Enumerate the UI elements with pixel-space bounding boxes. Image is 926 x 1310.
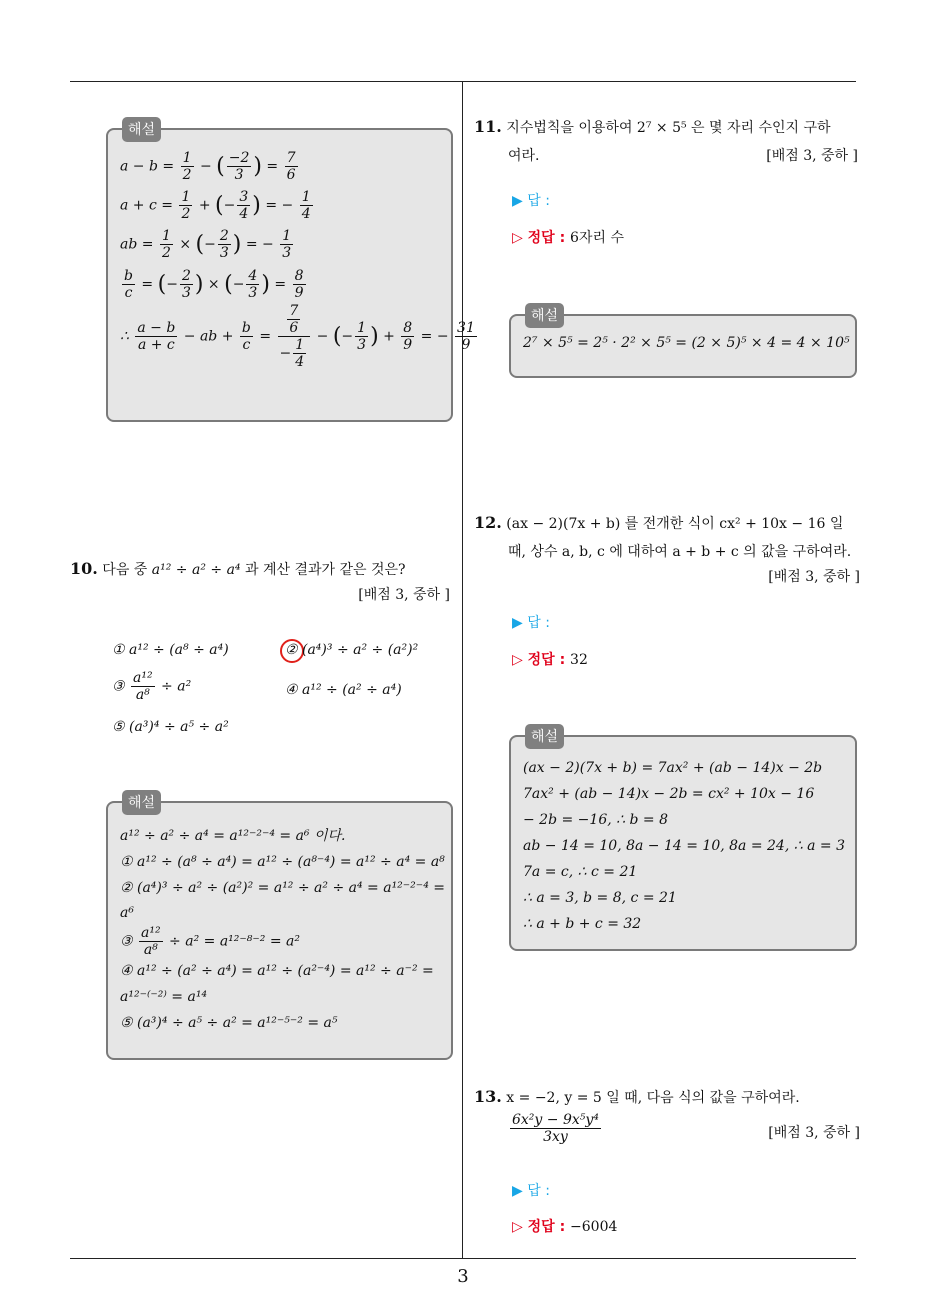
q12-question [474, 509, 860, 586]
q13-answer-label: ▶ 답 : [512, 1183, 550, 1199]
q12-sol-line-6: ∴ a = 3, b = 8, c = 21 [523, 890, 677, 906]
q10-sol-line-1: a¹² ÷ a² ÷ a⁴ = a¹²⁻²⁻⁴ = a⁶ 이다. [120, 828, 346, 844]
q12-sol-line-1: (ax − 2)(7x + b) = 7ax² + (ab − 14)x − 2b [523, 760, 823, 776]
q10-number: 10. [70, 559, 98, 578]
compound-fraction: $\frac{7}{6}$ − $\frac{1}{4}$ [278, 303, 311, 370]
q10-sol-line-3: ② (a⁴)³ ÷ a² ÷ (a²)² = a¹² ÷ a² ÷ a⁴ = a¹²⁻²⁻⁴ = [120, 880, 445, 896]
header-rule [70, 81, 856, 82]
q11-answer-label: ▶ 답 : [512, 193, 550, 209]
q12-sol-line-2: 7ax² + (ab − 14)x − 2b = cx² + 10x − 16 [523, 786, 815, 802]
q9-solution-box [106, 122, 475, 422]
q10-score: [배점 3, 중하 ] [358, 587, 450, 603]
q12-number: 12. [474, 513, 502, 532]
q10-sol-line-5: ③ $\frac{\text{a¹²}}{\text{a⁸}}$ ÷ a² = a¹²⁻⁸⁻² = a² [120, 925, 300, 959]
q10-text-pre: 다음 중 [102, 562, 148, 578]
q10-sol-line-4: a⁶ [120, 905, 134, 921]
q9-sol-line-4: $\frac{b}{c}$ = (− $\frac{2}{3}$ ) × (− $\frac{4}{3}$ ) = $\frac{8}{9}$ [124, 267, 304, 301]
q12-correct-answer: ▷ 정답 : 32 [512, 652, 588, 668]
q11-solution-box [509, 308, 857, 378]
page-number: 3 [457, 1266, 469, 1287]
q13-text-line-1: x = −2, y = 5 일 때, 다음 식의 값을 구하여라. [506, 1090, 800, 1106]
q10-expression: a¹² ÷ a² ÷ a⁴ [151, 562, 241, 578]
solution-tag: 해설 [525, 724, 564, 749]
q9-sol-line-5: ∴ $\frac{a - b}{a + c}$ − ab + $\frac{b}{c}$ = $\frac{7}{6}$ − $\frac{1}{4}$ − (− $\frac{1}{3}$ ) + $\frac{8}{9}$ = − $\frac{31}{9}$ [120, 302, 475, 371]
q10-sol-line-7: a¹²⁻⁽⁻²⁾ = a¹⁴ [120, 989, 208, 1006]
q12-sol-line-4: ab − 14 = 10, 8a − 14 = 10, 8a = 24, ∴ a = 3 [523, 838, 845, 854]
q12-text-line-2: 때, 상수 a, b, c 에 대하여 a + b + c 의 값을 구하여라. [508, 544, 852, 560]
q12-answer-label: ▶ 답 : [512, 615, 550, 631]
q13-question [474, 1083, 860, 1150]
solution-tag: 해설 [122, 790, 161, 815]
q10-choice-1[interactable]: ① a¹² ÷ (a⁸ ÷ a⁴) [112, 642, 229, 658]
q11-text-line-1: 지수법칙을 이용하여 2⁷ × 5⁵ 은 몇 자리 수인지 구하 [506, 120, 831, 136]
q10-choice-2[interactable]: ② (a⁴)³ ÷ a² ÷ (a²)² [285, 642, 419, 658]
q12-solution-box [509, 729, 857, 951]
q10-sol-line-2: ① a¹² ÷ (a⁸ ÷ a⁴) = a¹² ÷ (a⁸⁻⁴) = a¹² ÷ a⁴ = a⁸ [120, 854, 445, 870]
q13-correct-answer: ▷ 정답 : −6004 [512, 1219, 618, 1235]
q10-sol-line-6: ④ a¹² ÷ (a² ÷ a⁴) = a¹² ÷ (a²⁻⁴) = a¹² ÷ a⁻² = [120, 963, 434, 980]
q10-choice-3[interactable]: ③ $\frac{\text{a¹²}}{\text{a⁸}}$ ÷ a² [112, 670, 192, 704]
q9-sol-line-1: a − b = $\frac{1}{2}$ − ( $\frac{-2}{3}$ ) = $\frac{7}{6}$ [120, 150, 296, 184]
q13-expression: $\frac{\text{6x²y − 9x⁵y⁴}}{3xy}$ [512, 1112, 599, 1146]
q12-score: [배점 3, 중하 ] [768, 569, 860, 585]
q10-solution-box [106, 795, 453, 1060]
column-divider [462, 82, 463, 1258]
solution-tag: 해설 [525, 303, 564, 328]
q10-choice-4[interactable]: ④ a¹² ÷ (a² ÷ a⁴) [285, 682, 402, 698]
q12-sol-line-5: 7a = c, ∴ c = 21 [523, 864, 638, 880]
q11-text-line-2: 여라. [508, 148, 540, 164]
q11-correct-answer: ▷ 정답 : 6자리 수 [512, 230, 624, 246]
q12-sol-line-3: − 2b = −16, ∴ b = 8 [523, 812, 668, 828]
q13-number: 13. [474, 1087, 502, 1106]
q9-sol-line-2: a + c = $\frac{1}{2}$ + (− $\frac{3}{4}$ ) = − $\frac{1}{4}$ [120, 189, 311, 223]
q13-score: [배점 3, 중하 ] [768, 1125, 860, 1141]
q11-question [474, 113, 858, 170]
q12-sol-line-7: ∴ a + b + c = 32 [523, 916, 642, 932]
q10-sol-line-8: ⑤ (a³)⁴ ÷ a⁵ ÷ a² = a¹²⁻⁵⁻² = a⁵ [120, 1015, 338, 1032]
q11-score: [배점 3, 중하 ] [766, 148, 858, 164]
footer-rule [70, 1258, 856, 1259]
q9-sol-line-3: ab = $\frac{1}{2}$ × (− $\frac{2}{3}$ ) = − $\frac{1}{3}$ [120, 228, 292, 262]
q10-text-post: 과 계산 결과가 같은 것은? [245, 562, 406, 578]
q11-solution: 2⁷ × 5⁵ = 2⁵ · 2² × 5⁵ = (2 × 5)⁵ × 4 = 4 × 10⁵ [523, 335, 850, 351]
q10-question [70, 555, 450, 604]
q10-choice-5[interactable]: ⑤ (a³)⁴ ÷ a⁵ ÷ a² [112, 719, 229, 735]
solution-tag: 해설 [122, 117, 161, 142]
q12-text-line-1: (ax − 2)(7x + b) 를 전개한 식이 cx² + 10x − 16 일 [506, 516, 844, 532]
q11-number: 11. [474, 117, 502, 136]
